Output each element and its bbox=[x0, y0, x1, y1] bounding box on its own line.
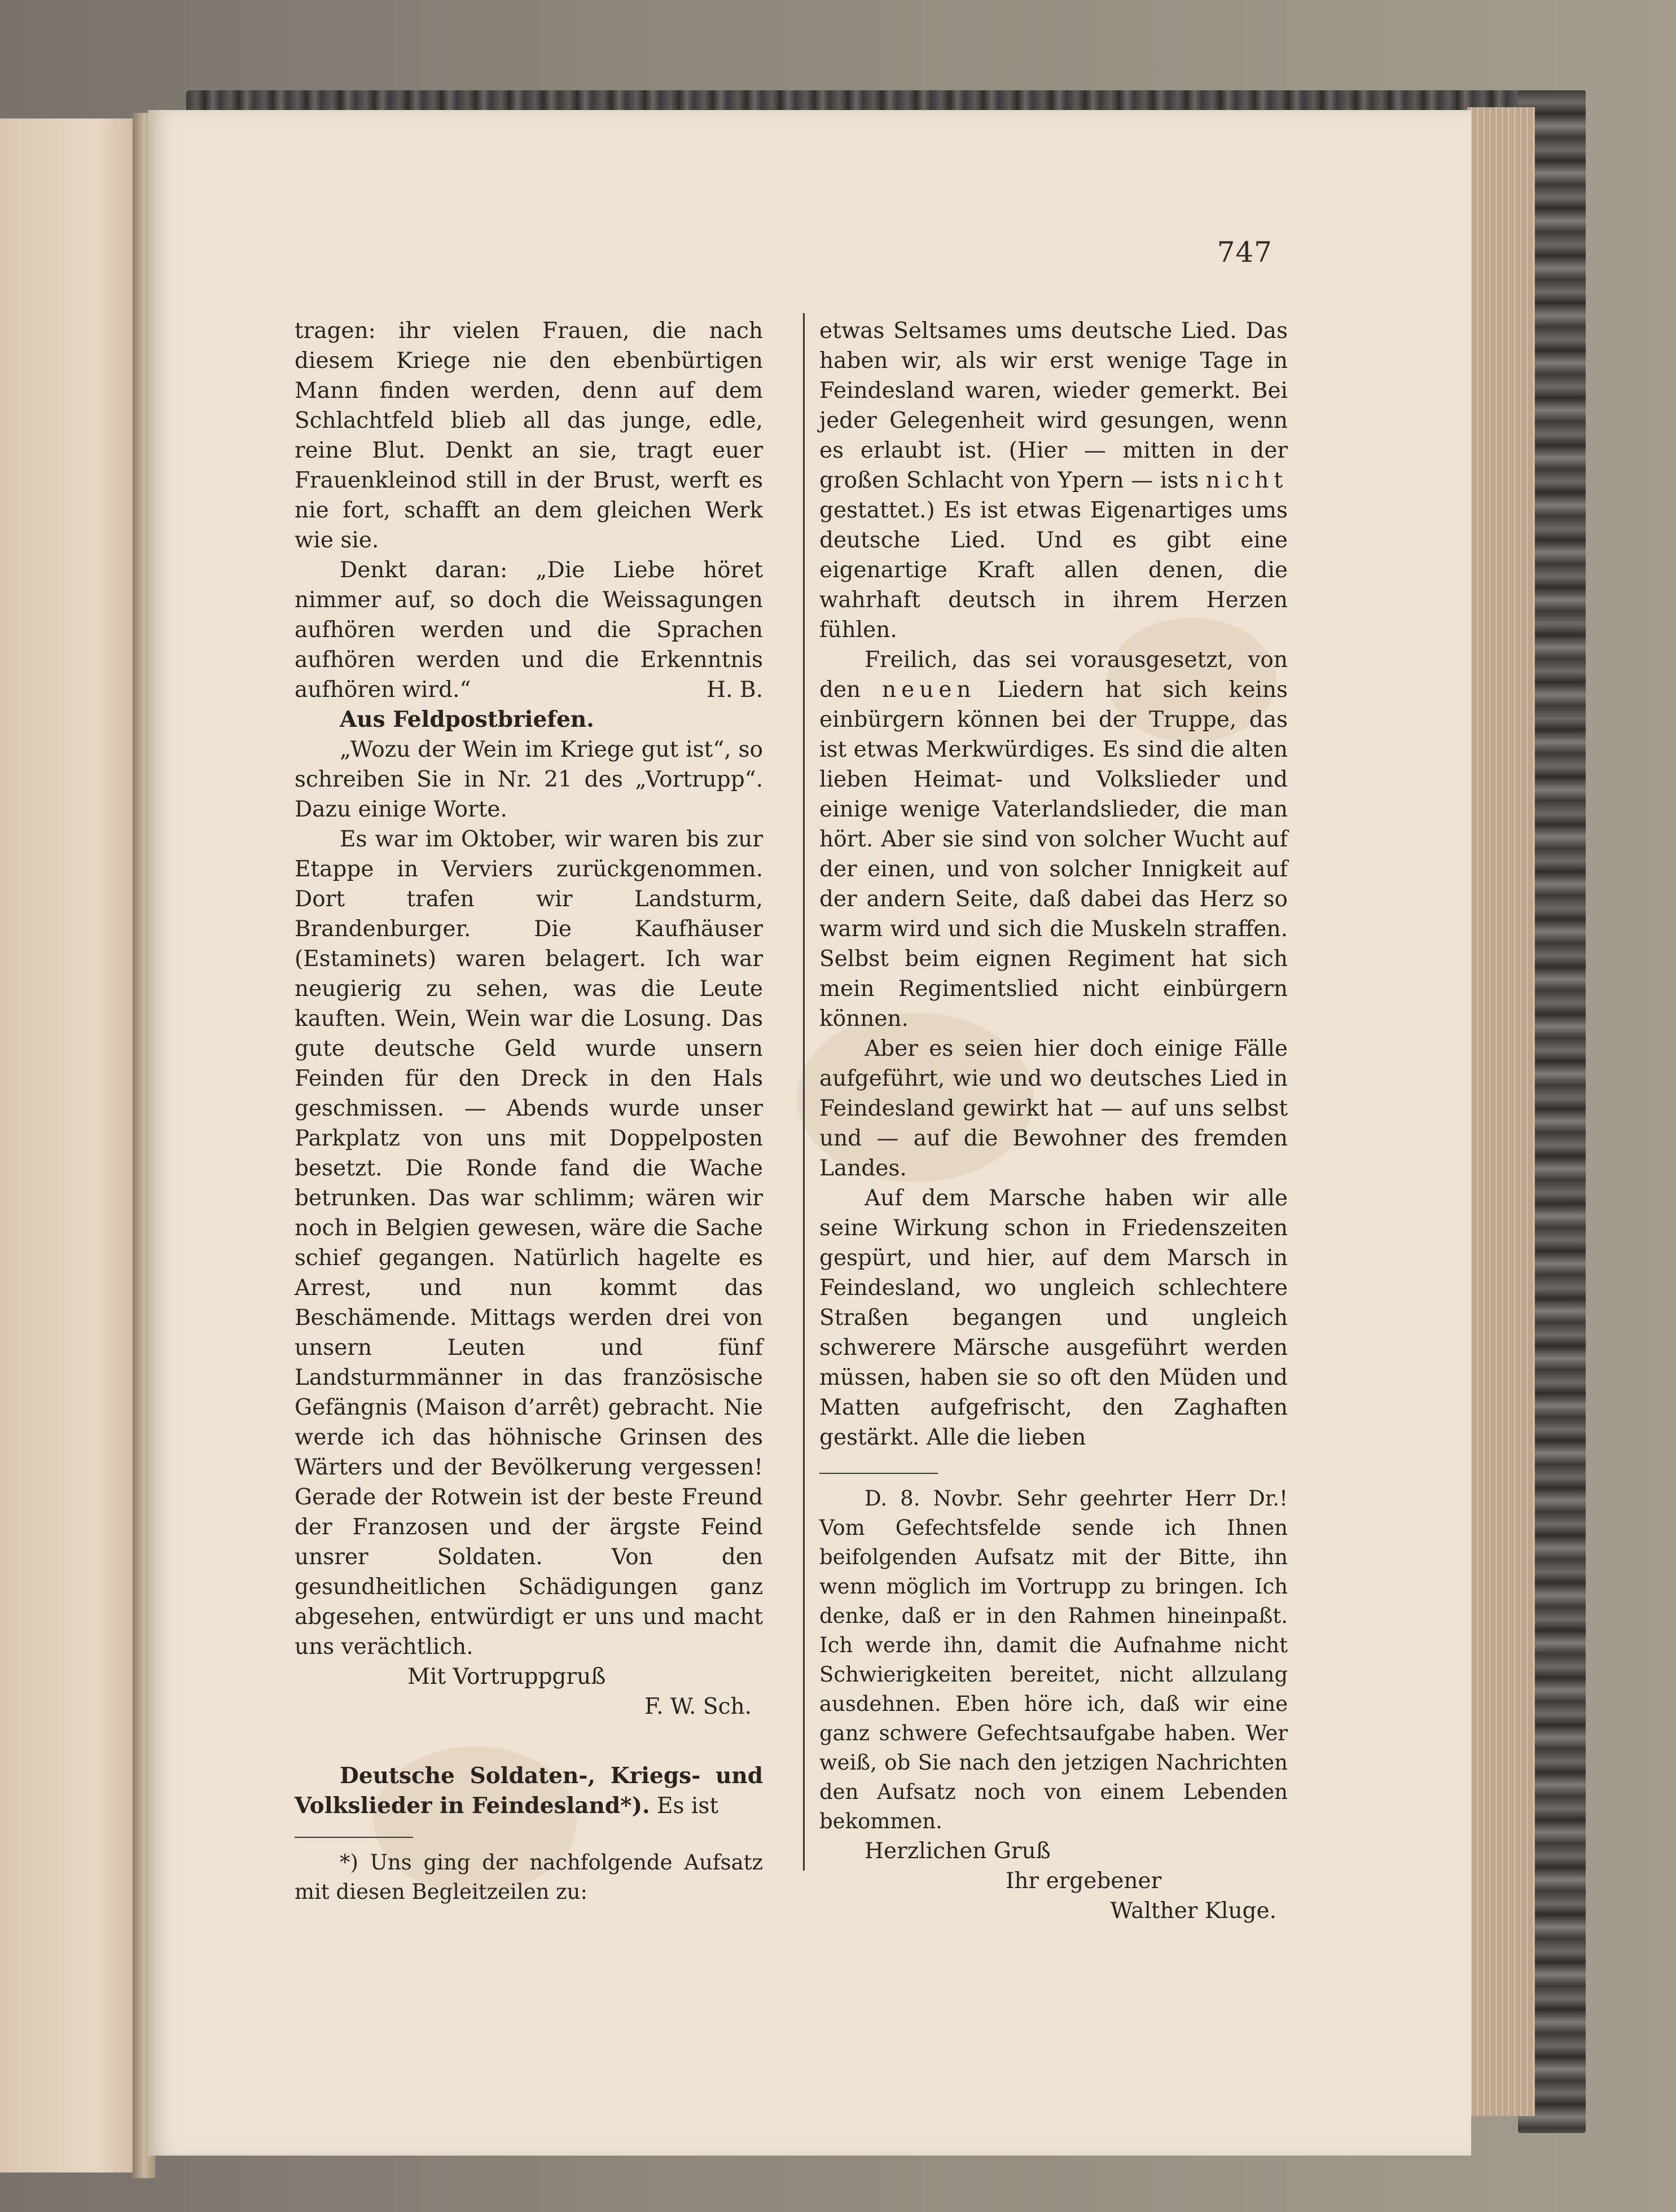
paragraph-text: Freilich, das sei vorausgesetzt, von den bbox=[819, 647, 1288, 703]
paragraph-text: Denkt daran: „Die Liebe höret nimmer auf, so doch die Weissagungen aufhören werden und die Sprachen aufhören werden und die Erkenntnis aufhören wird.“ bbox=[295, 558, 763, 703]
letter-signature: Walther Kluge. bbox=[1110, 1898, 1276, 1924]
facing-page-edge bbox=[0, 118, 138, 2172]
footnote-rule bbox=[819, 1473, 938, 1474]
footnote-letter: D. 8. Novbr. Sehr geehrter Herr Dr.! Vom Gefechtsfelde sende ich Ihnen beifolgenden Aufsatz mit der Bitte, ihn wenn möglich im Vortrupp zu bringen. Ich denke, daß er in den Rahmen hineinpaßt. Ich werde ihn, damit die Aufnahme nicht Schwierigkeiten bereitet, nicht allzulang ausdehnen. Eben höre ich, daß wir eine ganz schwere Gefechtsaufgabe haben. Wer weiß, ob Sie nach den jetzigen Nachrichten den Aufsatz noch von einem Lebenden bekommen. bbox=[819, 1486, 1288, 1833]
right-column bbox=[819, 316, 1288, 1926]
paragraph bbox=[295, 1761, 763, 1821]
article-title: Deutsche Soldaten-, Kriegs- und Volkslieder in Feindesland*). bbox=[295, 1763, 763, 1819]
emphasized-word: nicht bbox=[1205, 468, 1288, 493]
left-column bbox=[295, 316, 763, 1907]
paragraph-text: gestattet.) Es ist etwas Eigenartiges ums deutsche Lied. Und es gibt eine eigenartige Kraft allen denen, die wahrhaft deutsch in ihrem Herzen fühlen. bbox=[819, 498, 1288, 643]
paragraph bbox=[295, 555, 763, 705]
paragraph-text: Liedern hat sich keins einbürgern können bei der Truppe, das ist etwas Merkwürdiges. Es sind die alten lieben Heimat- und Volkslieder und einige wenige Vaterlandslieder, die man hört. Aber sie sind von solcher Wucht auf der einen, und von solcher Innigkeit auf der andern Seite, daß dabei das Herz so warm wird und sich die Muskeln straffen. Selbst beim eignen Regiment hat sich mein Regimentslied nicht einbürgern können. bbox=[819, 677, 1288, 1032]
paragraph-text: Es ist bbox=[657, 1793, 719, 1819]
letter-signature: F. W. Sch. bbox=[644, 1694, 752, 1719]
paragraph: Es war im Oktober, wir waren bis zur Etappe in Verviers zurückgenommen. Dort trafen wir Landsturm, Brandenburger. Die Kaufhäuser (Estaminets) waren belagert. Ich war neugierig zu sehen, was die Leute kauften. Wein, Wein war die Losung. Das gute deutsche Geld wurde unsern Feinden für den Dreck in den Hals geschmissen. — Abends wurde unser Parkplatz von uns mit Doppelposten besetzt. Die Ronde fand die Wache betrunken. Das war schlimm; wären wir noch in Belgien gewesen, wäre die Sache schief gegangen. Natürlich hagelte es Arrest, und nun kommt das Beschämende. Mittags werden drei von unsern Leuten und fünf Landsturmmänner in das französische Gefängnis (Maison d’arrêt) gebracht. Nie werde ich das höhnische Grinsen des Wärters und der Bevölkerung vergessen! Gerade der Rotwein ist der beste Freund der Franzosen und der ärgste Feind unsrer Soldaten. Von den gesundheitlichen Schädigungen ganz abgesehen, entwürdigt er uns und macht uns verächtlich. bbox=[295, 827, 763, 1660]
paragraph bbox=[819, 316, 1288, 645]
footnote: *) Uns ging der nachfolgende Aufsatz mit diesen Begleitzeilen zu: bbox=[295, 1850, 763, 1904]
column-divider bbox=[803, 313, 805, 1871]
letter-greeting: Herzlichen Gruß bbox=[865, 1838, 1051, 1864]
page-edges bbox=[1467, 107, 1535, 2116]
paragraph: tragen: ihr vielen Frauen, die nach diesem Kriege nie den ebenbürtigen Mann finden werden, denn auf dem Schlachtfeld blieb all das junge, edle, reine Blut. Denkt an sie, tragt euer Frauenkleinod still in der Brust, werft es nie fort, schafft an dem gleichen Werk wie sie. bbox=[295, 318, 763, 553]
paragraph: „Wozu der Wein im Kriege gut ist“, so schreiben Sie in Nr. 21 des „Vortrupp“. Dazu einige Worte. bbox=[295, 737, 763, 822]
page-number: 747 bbox=[1217, 236, 1273, 269]
letter-closing: Mit Vortruppgruß bbox=[407, 1664, 606, 1689]
section-heading: Aus Feldpostbriefen. bbox=[340, 706, 594, 732]
letter-closing: Ihr ergebener bbox=[1006, 1868, 1162, 1894]
paragraph bbox=[819, 645, 1288, 1034]
emphasized-word: neuen bbox=[882, 677, 976, 703]
author-initials: H. B. bbox=[707, 677, 763, 703]
paragraph: Auf dem Marsche haben wir alle seine Wirkung schon in Friedenszeiten gespürt, und hier, auf dem Marsch in Feindesland, wo ungleich schlechtere Straßen begangen und ungleich schwerere Märsche ausgeführt werden müssen, haben sie so oft den Müden und Matten aufgefrischt, den Zaghaften gestärkt. Alle die lieben bbox=[819, 1186, 1288, 1450]
paragraph-text: etwas Seltsames ums deutsche Lied. Das haben wir, als wir erst wenige Tage in Feindesland waren, wieder gemerkt. Bei jeder Gelegenheit wird gesungen, wenn es erlaubt ist. (Hier — mitten in der großen Schlacht von Ypern — ists bbox=[819, 318, 1288, 493]
paragraph: Aber es seien hier doch einige Fälle aufgeführt, wie und wo deutsches Lied in Feindesland gewirkt hat — auf uns selbst und — auf die Bewohner des fremden Landes. bbox=[819, 1036, 1288, 1181]
footnote-rule bbox=[295, 1837, 413, 1838]
